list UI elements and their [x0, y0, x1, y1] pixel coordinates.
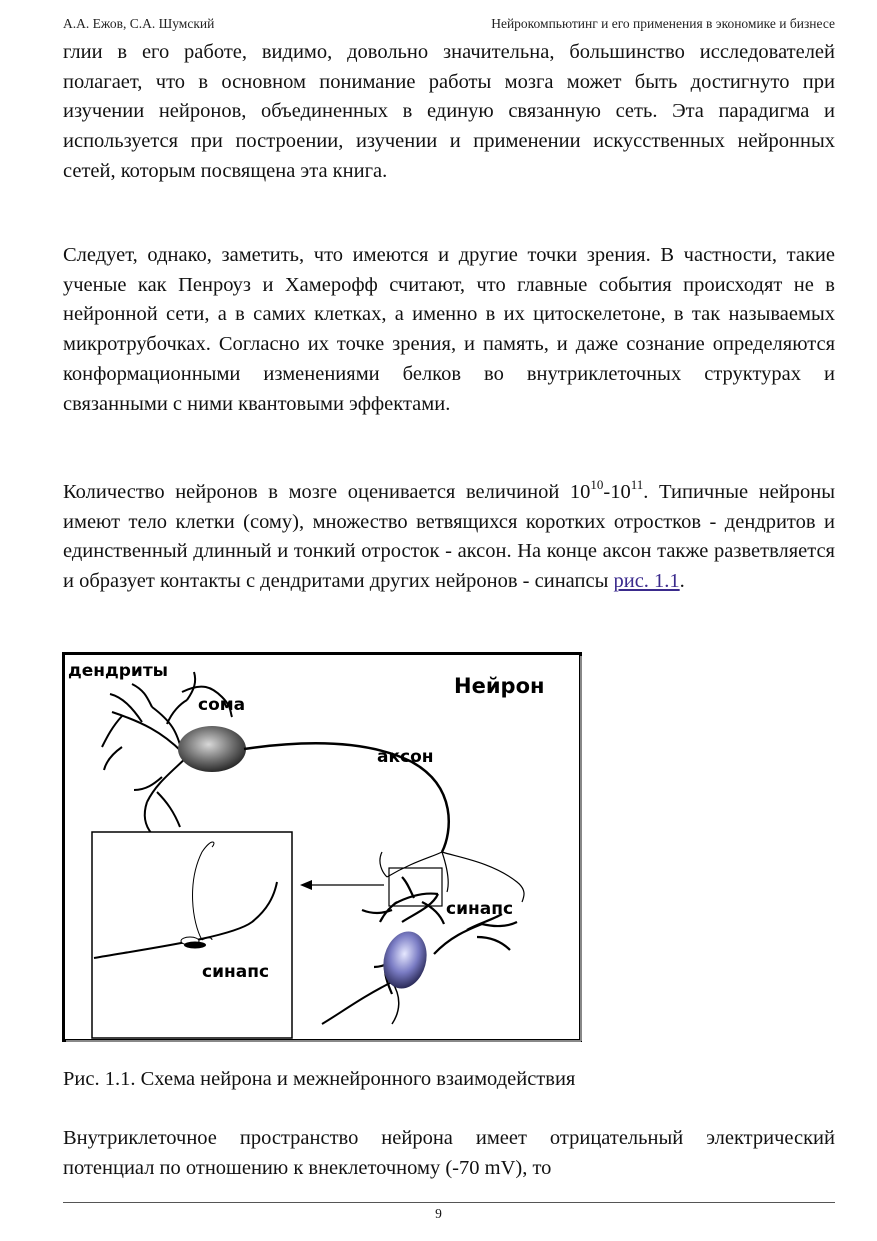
paragraph-2 [63, 241, 835, 419]
paragraph-3 [63, 478, 835, 597]
figure-reference-link[interactable]: рис. 1.1 [613, 570, 680, 593]
page-number: 9 [435, 1206, 442, 1221]
neuron-figure [62, 652, 584, 1044]
p3-exponent-2: 11 [630, 477, 644, 492]
paragraph-1 [63, 38, 835, 187]
label-synapse: синапс [446, 899, 514, 919]
label-synapse-zoom: синапс [202, 962, 270, 982]
figure-title: Нейрон [454, 674, 545, 698]
synapse-inset [92, 832, 292, 1038]
figure-caption: Рис. 1.1. Схема нейрона и межнейронного взаимодействия [63, 1068, 576, 1090]
p3-part-a: Количество нейронов в мозге оценивается величиной 10 [63, 481, 591, 503]
p3-end: . [679, 570, 685, 593]
paragraph-3-text [63, 478, 835, 597]
running-header [63, 16, 835, 36]
p3-part-b: -10 [603, 481, 631, 503]
footer-rule [63, 1202, 835, 1203]
label-axon: аксон [377, 747, 434, 767]
header-book-title: Нейрокомпьютинг и его применения в экономике и бизнесе [491, 16, 835, 31]
p3-exponent-1: 10 [590, 477, 604, 492]
paragraph-2-text: Следует, однако, заметить, что имеются и другие точки зрения. В частности, такие ученые как Пенроуз и Хамерофф считают, что главные события происходят не в нейронной сети, а в самих клетках, а именно в их цитоскелетоне, в так называемых микротрубочках. Согласно их точке зрения, и память, и даже сознание определяются конформационными изменениями белков во внутриклеточных структурах и связанными с ними квантовыми эффектами. [63, 244, 835, 415]
paragraph-4-text: Внутриклеточное пространство нейрона имеет отрицательный электрический потенциал по отношению к внеклеточному (-70 mV), то [63, 1127, 835, 1179]
header-authors: А.А. Ежов, С.А. Шумский [63, 16, 215, 31]
paragraph-4 [63, 1124, 835, 1183]
soma-neuron-1 [178, 726, 246, 772]
p3-part-c: . Типичные нейроны имеют тело клетки (сому), множество ветвящихся коротких отростков - дендритов и единственный длинный и тонкий отросток - аксон. На конце аксон также разветвляется и образует контакты с дендритами других нейронов - синапсы [63, 481, 835, 593]
paragraph-1-text: глии в его работе, видимо, довольно значительна, большинство исследователей полагает, что в основном понимание работы мозга может быть достигнуто при изучении нейронов, объединенных в единую связанную сеть. Эта парадигма и используется при построении, изучении и применении искусственных нейронных сетей, которым посвящена эта книга. [63, 41, 835, 182]
label-soma: сома [198, 695, 246, 715]
label-dendrites: дендриты [68, 661, 169, 681]
synaptic-cleft [184, 942, 206, 949]
